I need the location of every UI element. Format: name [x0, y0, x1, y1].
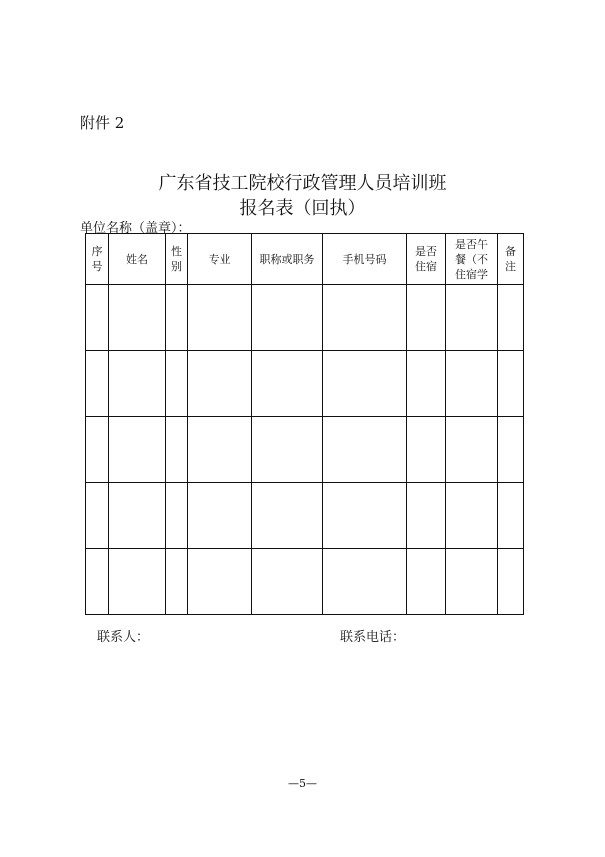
table-cell: [166, 549, 188, 615]
table-cell: [446, 351, 498, 417]
table-cell: [407, 483, 446, 549]
form-subtitle: 报名表（回执）: [239, 198, 366, 219]
col-header-lodging: 是否 住宿: [407, 234, 446, 285]
table-cell: [252, 549, 323, 615]
table-cell: [252, 285, 323, 351]
table-cell: [109, 285, 166, 351]
table-cell: [446, 417, 498, 483]
contact-person-label: 联系人：: [97, 630, 150, 645]
col-header-lunch: 是否午 餐（不 住宿学: [446, 234, 498, 285]
table-cell: [188, 351, 252, 417]
table-cell: [86, 417, 109, 483]
table-cell: [252, 483, 323, 549]
table-cell: [86, 351, 109, 417]
table-row: [86, 549, 524, 615]
table-cell: [498, 549, 524, 615]
table-cell: [166, 483, 188, 549]
table-cell: [446, 483, 498, 549]
table-cell: [446, 549, 498, 615]
table-cell: [407, 417, 446, 483]
table-cell: [323, 417, 407, 483]
form-title: 广东省技工院校行政管理人员培训班: [158, 173, 447, 194]
table-cell: [323, 351, 407, 417]
table-cell: [323, 549, 407, 615]
col-header-title-position: 职称或职务: [252, 234, 323, 285]
contact-phone-label: 联系电话：: [340, 630, 406, 645]
table-cell: [323, 285, 407, 351]
table-cell: [109, 483, 166, 549]
table-cell: [407, 549, 446, 615]
table-row: [86, 417, 524, 483]
attachment-label: 附件 2: [80, 114, 125, 132]
table-cell: [498, 417, 524, 483]
table-cell: [86, 483, 109, 549]
table-cell: [498, 483, 524, 549]
table-cell: [252, 417, 323, 483]
table-cell: [407, 351, 446, 417]
table-cell: [86, 549, 109, 615]
table-header-row: [86, 234, 524, 285]
table-cell: [109, 549, 166, 615]
registration-table: [85, 233, 524, 615]
table-cell: [498, 351, 524, 417]
col-header-name: 姓名: [109, 234, 166, 285]
table-cell: [188, 549, 252, 615]
table-cell: [498, 285, 524, 351]
col-header-remarks: 备 注: [498, 234, 524, 285]
table-cell: [188, 483, 252, 549]
table-cell: [166, 285, 188, 351]
table-cell: [109, 417, 166, 483]
unit-name-label: 单位名称（盖章）：: [80, 221, 191, 236]
table-row: [86, 285, 524, 351]
col-header-major: 专业: [188, 234, 252, 285]
table-cell: [407, 285, 446, 351]
table-row: [86, 351, 524, 417]
table-cell: [109, 351, 166, 417]
table-cell: [166, 351, 188, 417]
table-cell: [252, 351, 323, 417]
table-cell: [446, 285, 498, 351]
table-cell: [166, 417, 188, 483]
table-cell: [188, 285, 252, 351]
table-cell: [86, 285, 109, 351]
col-header-seq: 序 号: [86, 234, 109, 285]
table-cell: [323, 483, 407, 549]
page-number: —5—: [288, 777, 317, 790]
col-header-gender: 性 别: [166, 234, 188, 285]
table-row: [86, 483, 524, 549]
table-cell: [188, 417, 252, 483]
col-header-mobile: 手机号码: [323, 234, 407, 285]
